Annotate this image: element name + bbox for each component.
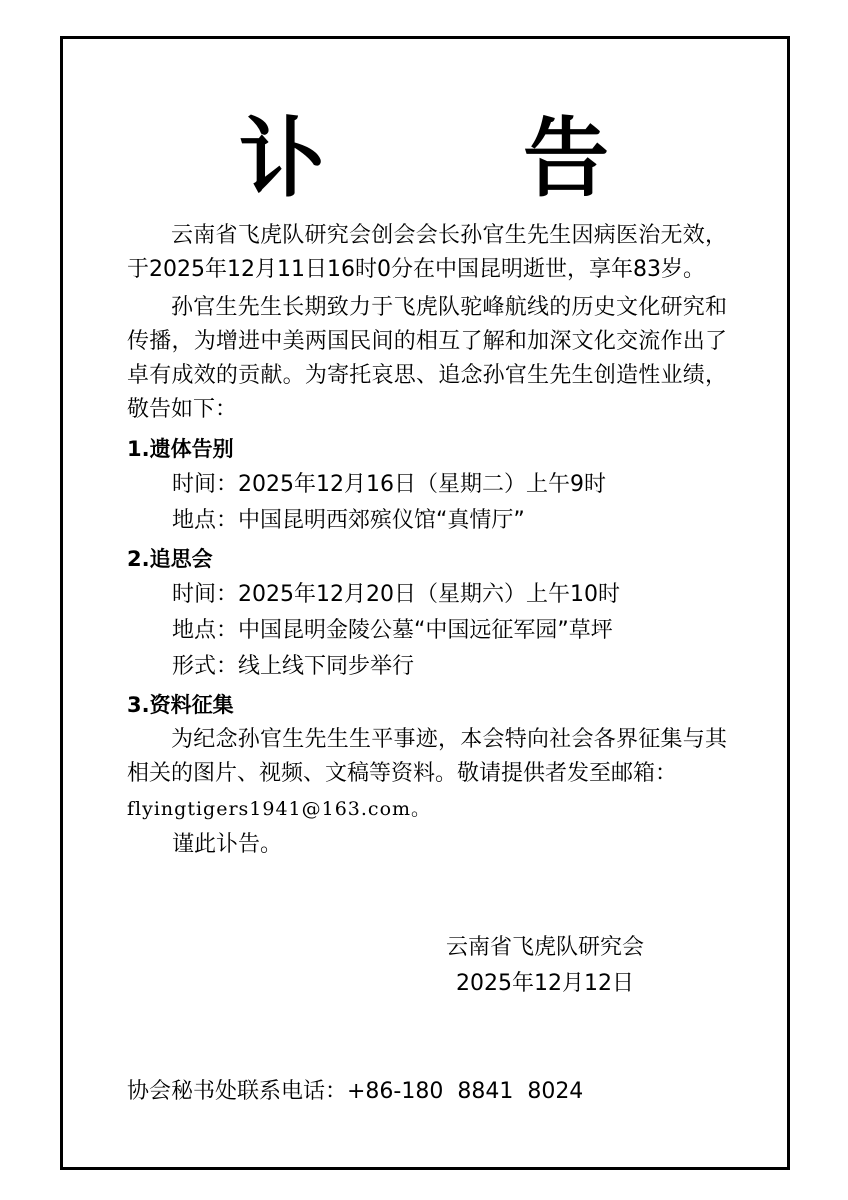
contact-phone: 协会秘书处联系电话：+86-180 8841 8024 (127, 1079, 584, 1104)
signature-date: 2025年12月12日 (456, 971, 634, 996)
page-title: 讣 告 (239, 109, 693, 209)
signature-organization: 云南省飞虎队研究会 (445, 935, 644, 960)
materials-paragraph: 为纪念孙官生先生生平事迹，本会特向社会各界征集与其相关的图片、视频、文稿等资料。敬请提供者发至邮箱： (127, 727, 727, 786)
tribute-paragraph: 孙官生先生长期致力于飞虎队驼峰航线的历史文化研究和传播，为增进中美两国民间的相互了解和加深文化交流作出了卓有成效的贡献。为寄托哀思、追念孙官生先生创造性业绩，敬告如下： (127, 295, 727, 422)
email-address: flyingtigers1941@163.com。 (127, 798, 432, 820)
intro-paragraph: 云南省飞虎队研究会创会会长孙官生先生因病医治无效，于2025年12月11日16时0分在中国昆明逝世，享年83岁。 (127, 223, 727, 282)
section-heading-materials: 3.资料征集 (127, 693, 234, 717)
memorial-time: 时间：2025年12月20日（星期六）上午10时 (172, 582, 620, 607)
memorial-format: 形式：线上线下同步举行 (172, 654, 415, 679)
memorial-location: 地点：中国昆明金陵公墓“中国远征军园”草坪 (172, 618, 613, 643)
farewell-time: 时间：2025年12月16日（星期二）上午9时 (172, 472, 606, 497)
closing-text: 谨此讣告。 (172, 832, 283, 857)
section-heading-farewell: 1.遗体告别 (127, 437, 234, 461)
section-heading-memorial: 2.追思会 (127, 547, 213, 571)
document-body (127, 219, 727, 863)
farewell-location: 地点：中国昆明西郊殡仪馆“真情厅” (172, 508, 525, 533)
